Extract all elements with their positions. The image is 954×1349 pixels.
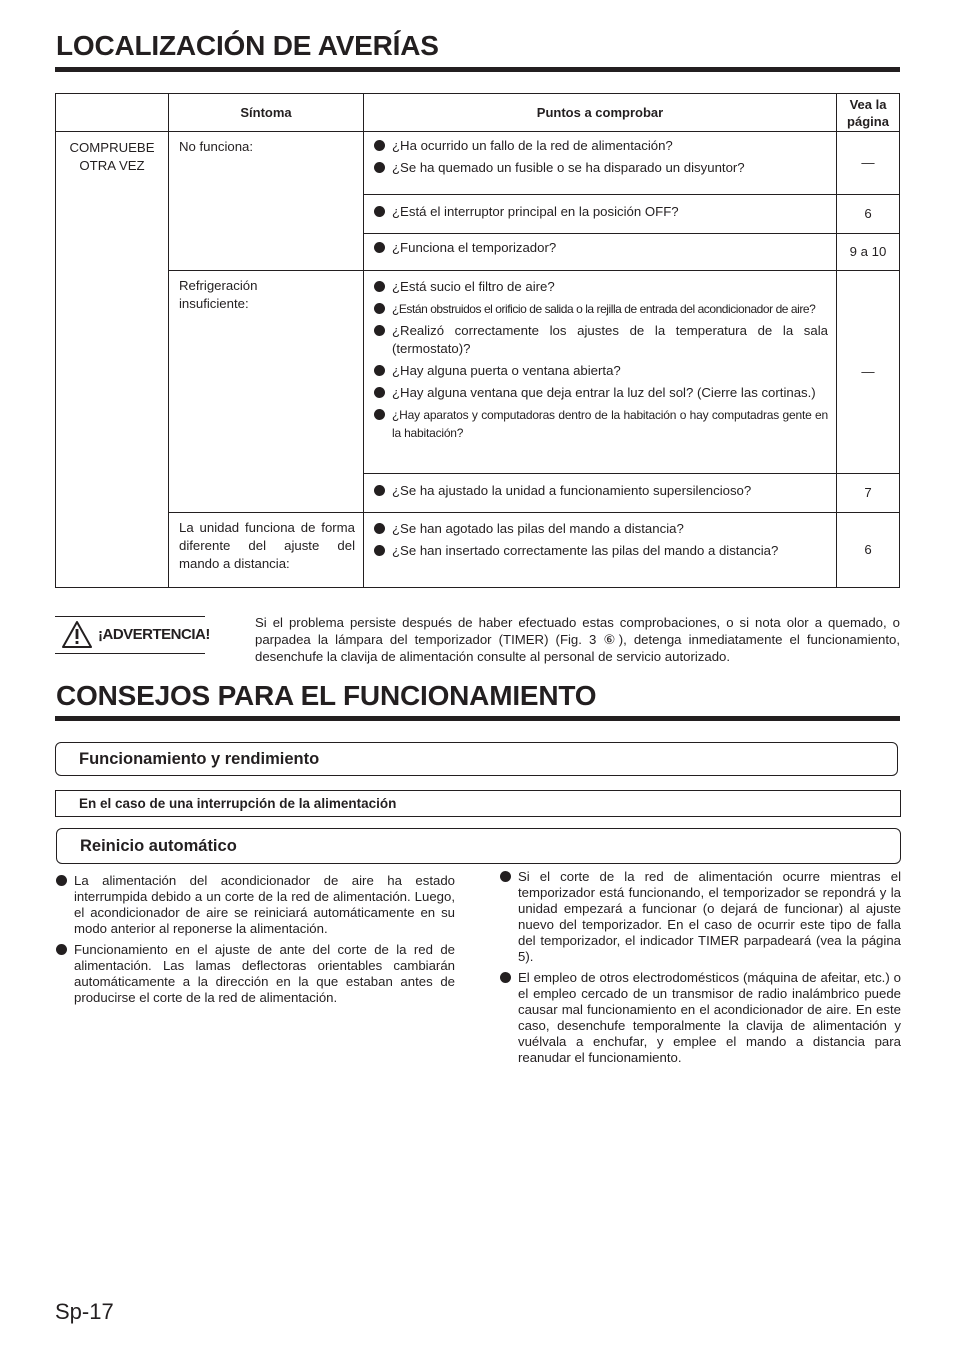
symptom-cell: Refrigeración insuficiente: <box>169 271 364 513</box>
bullet-icon <box>374 281 385 292</box>
list-item: ¿Realizó correctamente los ajustes de la temperatura de la sala (termostato)? <box>374 322 828 358</box>
check-cell <box>364 474 837 513</box>
subheading-power-outage: En el caso de una interrupción de la alimentación <box>55 790 901 817</box>
list-item: ¿Se ha ajustado la unidad a funcionamiento supersilencioso? <box>374 482 828 500</box>
page-number: Sp-17 <box>55 1299 114 1324</box>
list-item: ¿Funciona el temporizador? <box>374 239 828 257</box>
header-symptom: Síntoma <box>169 94 364 132</box>
page-ref-cell: 6 <box>837 513 900 588</box>
page-ref-cell: — <box>837 132 900 195</box>
warning-label-box <box>55 616 210 654</box>
list-item: ¿Hay alguna ventana que deja entrar la luz del sol? (Cierre las cortinas.) <box>374 384 828 402</box>
list-item: Si el corte de la red de alimentación ocurre mientras el temporizador está funcionando, el temporizador se repondrá y la unidad empezará a funcionar (o dejará de funcionar) al ajuste nuevo del temporizador. En el caso de ocurrir este tipo de falla del temporizador, el indicador TIMER parpadeará (vea la página 5). <box>500 869 901 965</box>
list-item: La alimentación del acondicionador de aire ha estado interrumpida debido a un corte de la red de alimentación. Luego, el acondicionador de aire se reiniciará automáticamente en su modo anterior al reponerse la alimentación. <box>56 873 455 937</box>
subheading-performance: Funcionamiento y rendimiento <box>55 742 898 776</box>
bullet-icon <box>374 485 385 496</box>
bullet-icon <box>374 409 385 420</box>
bullet-icon <box>56 944 67 955</box>
page-ref-cell: 9 a 10 <box>837 234 900 271</box>
list-item: ¿Está sucio el filtro de aire? <box>374 278 828 296</box>
bullet-icon <box>374 242 385 253</box>
list-item: El empleo de otros electrodomésticos (máquina de afeitar, etc.) o el empleo cercado de un transmisor de radio inalámbrico puede causar mal funcionamiento en el acondicionador de aire. En este caso, desenchufe temporalmente la clavija de alimentación y vuélvala a enchufar, y emplee el mando a distancia para reanudar el funcionamiento. <box>500 970 901 1066</box>
header-see-page <box>837 94 900 132</box>
bullet-icon <box>374 303 385 314</box>
title-rule <box>55 716 900 721</box>
bullet-icon <box>500 972 511 983</box>
page-ref-cell: 6 <box>837 195 900 234</box>
bullet-icon <box>374 387 385 398</box>
check-cell <box>364 195 837 234</box>
category-label: COMPRUEBE OTRA VEZ <box>69 140 155 173</box>
title-rule <box>55 67 900 72</box>
page-ref-cell: — <box>837 271 900 474</box>
symptom-cell: No funciona: <box>169 132 364 271</box>
bullet-icon <box>374 545 385 556</box>
bullet-icon <box>500 871 511 882</box>
table-row <box>56 271 900 474</box>
bullet-icon <box>374 523 385 534</box>
list-item: ¿Están obstruidos el orificio de salida o la rejilla de entrada del acondicionador de aire? <box>374 300 828 318</box>
bullet-icon <box>374 325 385 336</box>
table-header-row <box>56 94 900 132</box>
page-ref-cell: 7 <box>837 474 900 513</box>
warning-label: ¡ADVERTENCIA! <box>98 626 210 643</box>
check-cell <box>364 513 837 588</box>
list-item: ¿Se han insertado correctamente las pilas del mando a distancia? <box>374 542 828 560</box>
bullet-icon <box>374 365 385 376</box>
symptom-cell: La unidad funciona de forma diferente del ajuste del mando a distancia: <box>169 513 364 588</box>
section-title-troubleshooting: LOCALIZACIÓN DE AVERÍAS <box>56 30 439 61</box>
bullet-icon <box>374 162 385 173</box>
header-category <box>56 94 169 132</box>
bullet-icon <box>374 206 385 217</box>
list-item: ¿Se han agotado las pilas del mando a distancia? <box>374 520 828 538</box>
subheading-auto-restart: Reinicio automático <box>56 828 901 864</box>
bullet-icon <box>374 140 385 151</box>
list-item: ¿Hay alguna puerta o ventana abierta? <box>374 362 828 380</box>
category-cell <box>56 132 169 588</box>
bullet-icon <box>56 875 67 886</box>
header-see-page-line2: página <box>847 113 889 129</box>
list-item: Funcionamiento en el ajuste de ante del corte de la red de alimentación. Las lamas deflectoras orientables cambiarán automáticamente a la dirección en la que estaban antes de producirse el corte de la red de alimentación. <box>56 942 455 1006</box>
section-title-operating-tips: CONSEJOS PARA EL FUNCIONAMIENTO <box>56 680 597 711</box>
list-item: ¿Se ha quemado un fusible o se ha disparado un disyuntor? <box>374 159 828 177</box>
table-row <box>56 513 900 588</box>
troubleshooting-table <box>55 93 900 588</box>
header-see-page-line1: Vea la <box>849 96 887 112</box>
auto-restart-left-list <box>56 873 455 1011</box>
table-row <box>56 132 900 195</box>
header-check-points: Puntos a comprobar <box>364 94 837 132</box>
warning-text: Si el problema persiste después de haber efectuado estas comprobaciones, o si nota olor a quemado, o parpadea la lámpara del temporizador (TIMER) (Fig. 3 ⑥), detenga inmediatamente el funcionamiento, desenchufe la clavija de alimentación consulte al personal de servicio autorizado. <box>255 615 900 664</box>
list-item: ¿Ha ocurrido un fallo de la red de alimentación? <box>374 137 828 155</box>
auto-restart-right-list <box>500 869 901 1071</box>
warning-triangle-icon <box>61 620 93 649</box>
check-cell <box>364 132 837 195</box>
list-item: ¿Está el interruptor principal en la posición OFF? <box>374 203 828 221</box>
list-item: ¿Hay aparatos y computadoras dentro de la habitación o hay computadras gente en la habitación? <box>374 406 828 442</box>
check-cell <box>364 271 837 474</box>
check-cell <box>364 234 837 271</box>
